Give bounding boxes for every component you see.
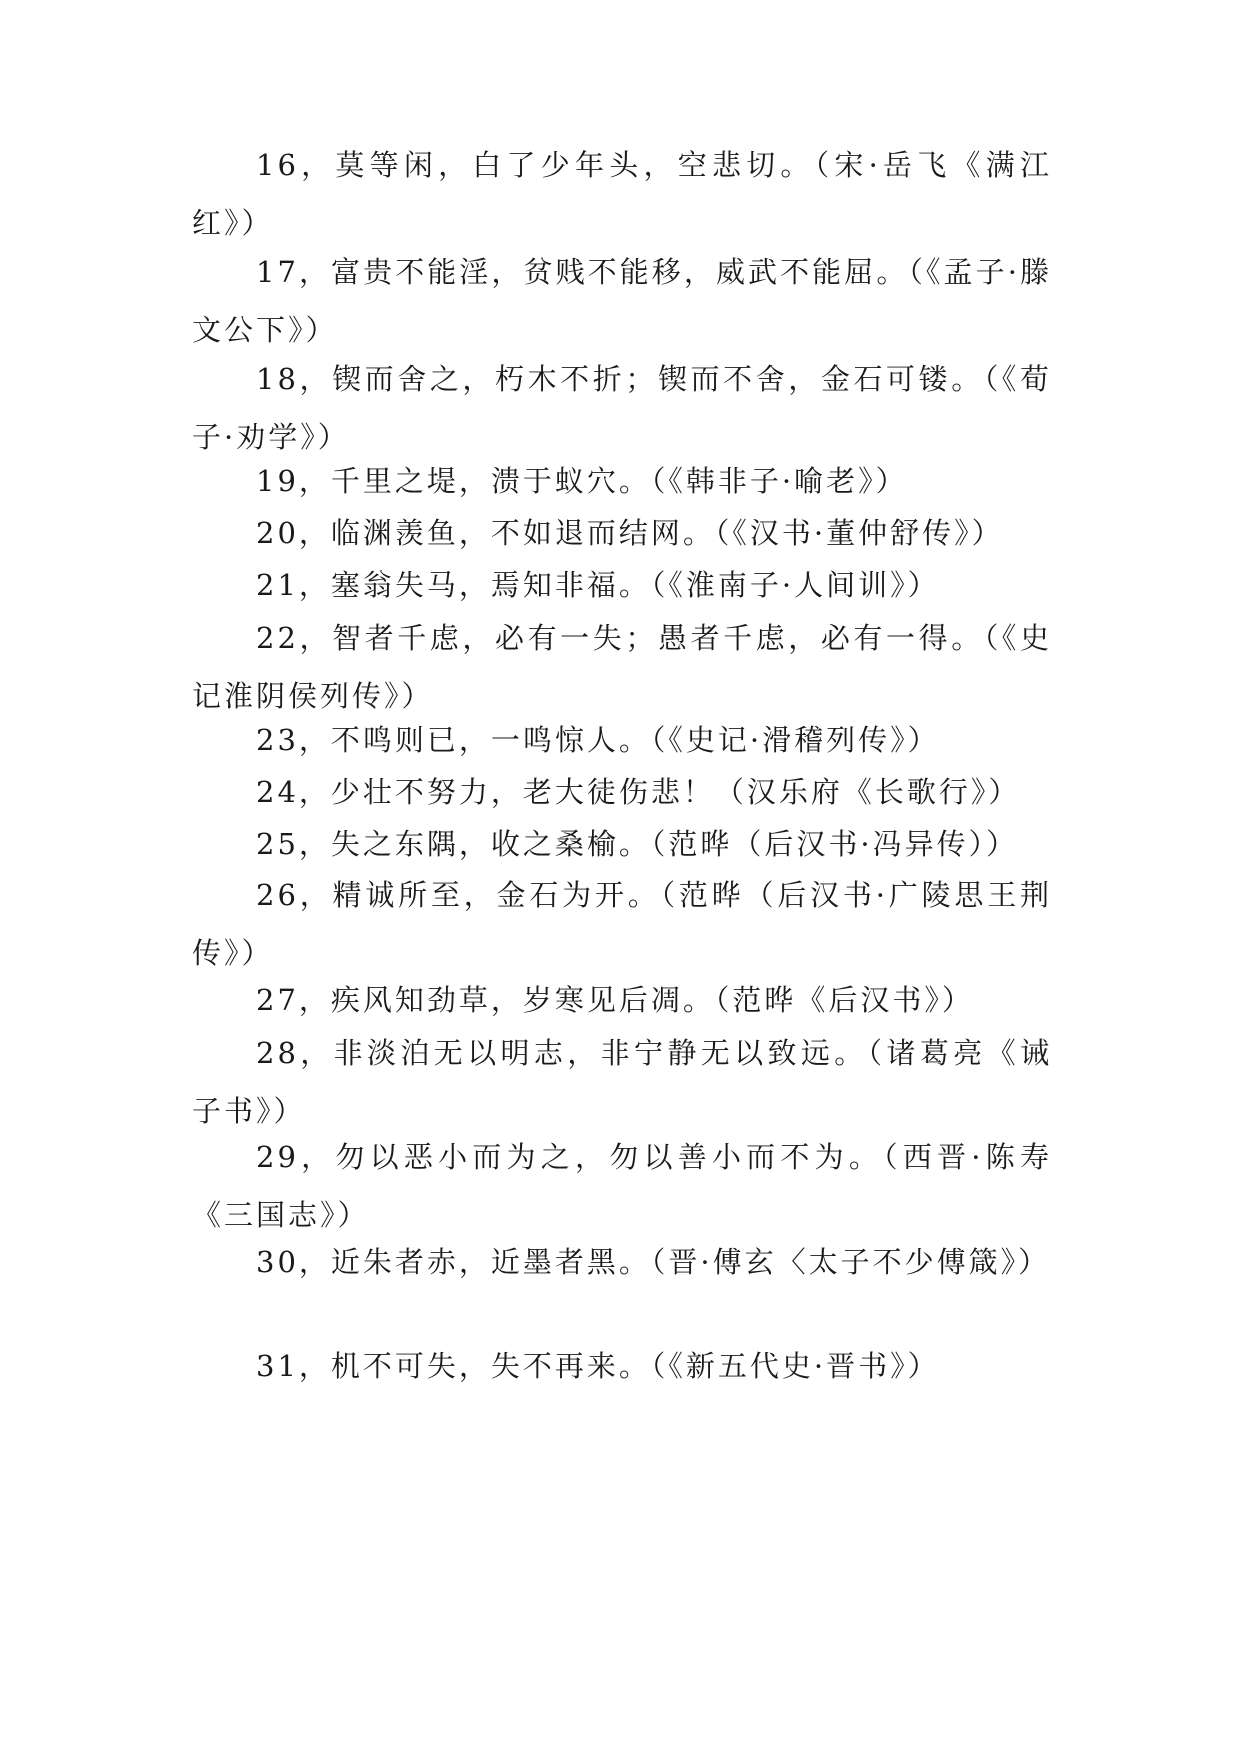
quote-25: 25，失之东隅，收之桑榆。（范晔（后汉书·冯异传）） [256,827,1019,861]
quote-21: 21，塞翁失马，焉知非福。（《淮南子·人间训》） [256,568,940,602]
quote-30: 30，近朱者赤，近墨者黑。（晋·傅玄〈太子不少傅箴》） [256,1245,1051,1279]
quote-20: 20，临渊羡鱼，不如退而结网。（《汉书·董仲舒传》） [256,516,1004,550]
quote-27: 27，疾风知劲草，岁寒见后凋。（范晔《后汉书》） [256,983,974,1017]
quote-18: 18，锲而舍之，朽木不折；锲而不舍，金石可镂。（《荀子·劝学》） [192,362,1052,454]
quote-24: 24，少壮不努力，老大徒伤悲！（汉乐府《长歌行》） [256,775,1021,809]
quote-26: 26，精诚所至，金石为开。（范晔（后汉书·广陵思王荆传》） [192,878,1052,970]
quote-29: 29，勿以恶小而为之，勿以善小而不为。（西晋·陈寿《三国志》） [192,1140,1052,1232]
quote-19: 19，千里之堤，溃于蚁穴。（《韩非子·喻老》） [256,464,908,498]
quote-23: 23，不鸣则已，一鸣惊人。（《史记·滑稽列传》） [256,723,940,757]
quote-22: 22，智者千虑，必有一失；愚者千虑，必有一得。（《史记淮阴侯列传》） [192,621,1052,713]
quote-31: 31，机不可失，失不再来。（《新五代史·晋书》） [256,1349,940,1383]
quote-28: 28，非淡泊无以明志，非宁静无以致远。（诸葛亮《诫子书》） [192,1036,1052,1128]
quote-16: 16，莫等闲，白了少年头，空悲切。（宋·岳飞《满江红》） [192,148,1052,240]
quote-17: 17，富贵不能淫，贫贱不能移，威武不能屈。（《孟子·滕文公下》） [192,255,1052,347]
